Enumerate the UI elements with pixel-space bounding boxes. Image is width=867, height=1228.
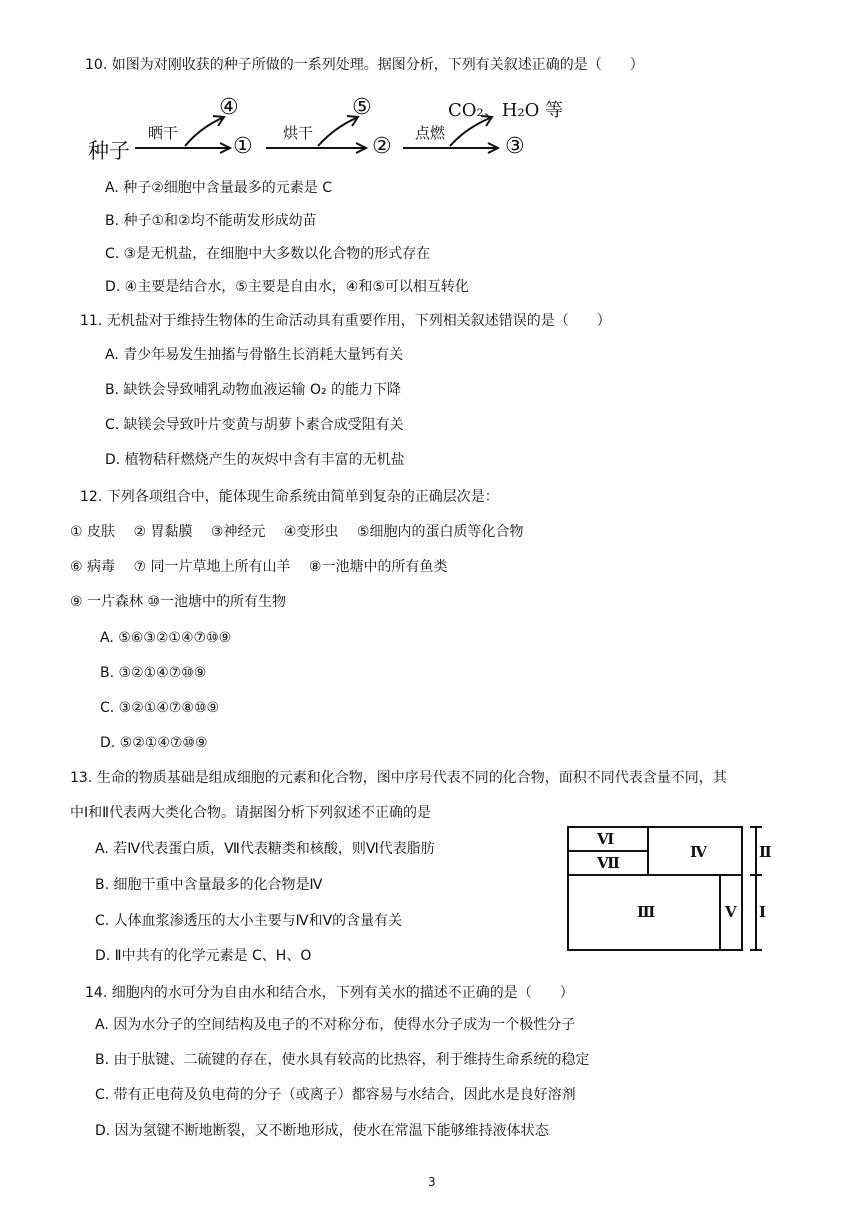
box-label-ii: Ⅱ: [759, 843, 772, 861]
seed-label: 种子: [88, 139, 130, 163]
q14-stem: 14. 细胞内的水可分为自由水和结合水，下列有关水的描述不正确的是（ ）: [85, 985, 574, 1001]
node-2: ②: [372, 134, 392, 159]
q10-option-c: C. ③是无机盐，在细胞中大多数以化合物的形式存在: [105, 246, 431, 262]
q11-option-d: D. 植物秸秆燃烧产生的灰烬中含有丰富的无机盐: [105, 452, 405, 468]
q13-stem-line2: 中Ⅰ和Ⅱ代表两大类化合物。请据图分析下列叙述不正确的是: [70, 805, 432, 821]
q12-items-line3: ⑨ 一片森林 ⑩一池塘中的所有生物: [70, 594, 287, 610]
q13-stem-line1: 13. 生命的物质基础是组成细胞的元素和化合物，图中序号代表不同的化合物，面积不同代表含量不同，其: [70, 770, 727, 786]
step-oven-dry: 烘干: [283, 124, 314, 142]
arrow-branch-products: [450, 118, 490, 146]
q14-option-b: B. 由于肽键、二硫键的存在，使水具有较高的比热容，利于维持生命系统的稳定: [95, 1052, 590, 1068]
q10-option-a: A. 种子②细胞中含量最多的元素是 C: [105, 180, 333, 196]
arrow-branch-4: [185, 118, 222, 146]
outer-box: [568, 827, 742, 950]
q12-items-line2: ⑥ 病毒 ⑦ 同一片草地上所有山羊 ⑧一池塘中的所有鱼类: [70, 559, 448, 575]
q14-option-d: D. 因为氢键不断地断裂，又不断地形成，使水在常温下能够维持液体状态: [95, 1123, 549, 1139]
node-1: ①: [233, 134, 253, 159]
node-3: ③: [505, 134, 525, 159]
q13-option-d: D. Ⅱ中共有的化学元素是 C、H、O: [95, 948, 312, 964]
step-ignite: 点燃: [415, 124, 446, 142]
q12-items-line1: ① 皮肤 ② 胃黏膜 ③神经元 ④变形虫 ⑤细胞内的蛋白质等化合物: [70, 524, 524, 540]
node-4: ④: [219, 95, 239, 120]
q11-option-b: B. 缺铁会导致哺乳动物血液运输 O₂ 的能力下降: [105, 382, 402, 398]
q13-option-c: C. 人体血浆渗透压的大小主要与Ⅳ和Ⅴ的含量有关: [95, 913, 403, 929]
q12-option-b: B. ③②①④⑦⑩⑨: [100, 665, 207, 681]
q12-option-c: C. ③②①④⑦⑧⑩⑨: [100, 700, 220, 716]
q12-stem: 12. 下列各项组合中，能体现生命系统由简单到复杂的正确层次是：: [80, 489, 499, 505]
q11-stem: 11. 无机盐对于维持生物体的生命活动具有重要作用，下列相关叙述错误的是（ ）: [80, 313, 611, 329]
q14-option-a: A. 因为水分子的空间结构及电子的不对称分布，使得水分子成为一个极性分子: [95, 1017, 576, 1033]
products-label: CO₂、H₂O 等: [448, 100, 564, 121]
q13-option-a: A. 若Ⅳ代表蛋白质，Ⅶ代表糖类和核酸，则Ⅵ代表脂肪: [95, 841, 435, 857]
q11-option-a: A. 青少年易发生抽搐与骨骼生长消耗大量钙有关: [105, 347, 404, 363]
box-label-vii: Ⅶ: [597, 854, 620, 872]
node-5: ⑤: [352, 95, 372, 120]
box-label-i: Ⅰ: [759, 903, 767, 921]
q10-stem: 10. 如图为对刚收获的种子所做的一系列处理。据图分析，下列有关叙述正确的是（ ）: [85, 57, 644, 73]
box-label-iv: Ⅳ: [690, 843, 708, 861]
box-label-iii: Ⅲ: [637, 903, 656, 921]
q11-option-c: C. 缺镁会导致叶片变黄与胡萝卜素合成受阻有关: [105, 417, 404, 433]
step-sun-dry: 晒干: [148, 124, 179, 142]
q12-option-d: D. ⑤②①④⑦⑩⑨: [100, 735, 208, 751]
arrow-branch-5: [318, 118, 356, 146]
page-number: 3: [428, 1175, 436, 1189]
q13-option-b: B. 细胞干重中含量最多的化合物是Ⅳ: [95, 877, 323, 893]
q12-option-a: A. ⑤⑥③②①④⑦⑩⑨: [100, 630, 232, 646]
q14-option-c: C. 带有正电荷及负电荷的分子（或离子）都容易与水结合，因此水是良好溶剂: [95, 1087, 576, 1103]
q10-option-b: B. 种子①和②均不能萌发形成幼苗: [105, 213, 317, 229]
box-label-vi: Ⅵ: [597, 830, 615, 848]
box-label-v: Ⅴ: [725, 903, 737, 921]
q10-option-d: D. ④主要是结合水，⑤主要是自由水，④和⑤可以相互转化: [105, 279, 469, 295]
